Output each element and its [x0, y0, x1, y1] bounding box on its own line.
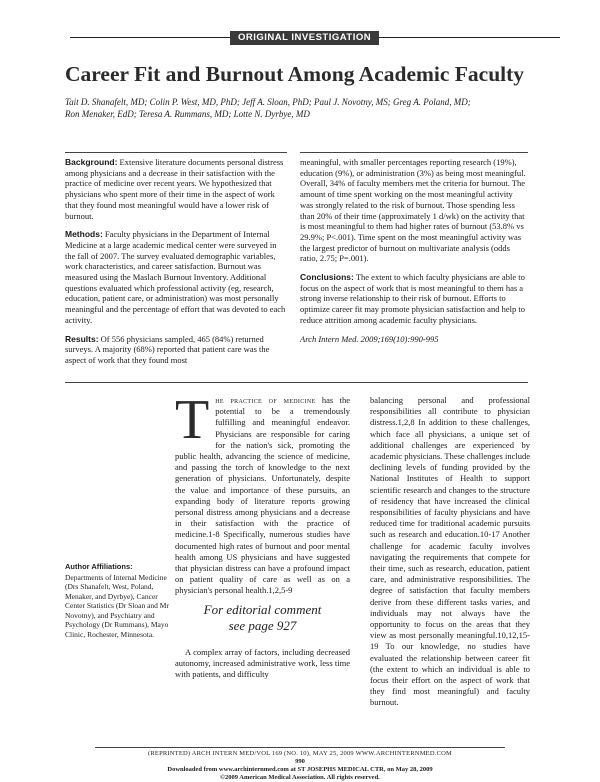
conclusions-heading: Conclusions: [300, 272, 354, 283]
second-paragraph-start: A complex array of factors, including decreased autonomy, increased administrative work, less time with patients, and difficulty [175, 647, 350, 680]
authors-line-1: Tait D. Shanafelt, MD; Colin P. West, MD, PhD; Jeff A. Sloan, PhD; Paul J. Novotny, MS; Greg A. Poland, MD; [65, 97, 471, 107]
journal-citation: Arch Intern Med. 2009;169(10):990-995 [300, 333, 439, 344]
section-label: ORIGINAL INVESTIGATION [230, 31, 379, 45]
methods-heading: Methods: [65, 229, 103, 240]
intro-paragraph [175, 389, 351, 597]
abstract-background [65, 157, 287, 221]
body-column-1-continued [175, 647, 350, 681]
results-text-continued: meaningful, with smaller percentages reporting research (19%), education (9%), or administration (3%) as being most meaningful. Overall, 34% of faculty members met the criteria for burnout. The amount of time spent working on the most meaningful activity was strongly related to the risk of burnout. Those spending less than 20% of their time (approximately 1 d/wk) on the activity that is most meaningful to them had higher rates of burnout (53.8% vs 29.9%; P<.001). Time spent on the most meaningful activity was the largest predictor of burnout on multivariate analysis (odds ratio, 2.75; P=.001). [300, 157, 526, 264]
affiliations-heading: Author Affiliations: [65, 562, 133, 571]
background-heading: Background: [65, 157, 118, 167]
methods-text: Faculty physicians in the Department of Internal Medicine at a large academic medical center were surveyed in the fall of 2007. The survey evaluated demographic variables, work characteristics, and career satisfaction. Burnout was measured using the Maslach Burnout Inventory. Additional questions evaluated which professional activity (eg, research, education, patient care, or administration) was most personally meaningful and the percentage of effort that was devoted to each activity. [65, 229, 286, 325]
conclusions-text: The extent to which faculty physicians are able to focus on the aspect of work that is most meaningful to them has a strong inverse relationship to their risk of burnout. Efforts to optimize career fit may promote physician satisfaction and help to reduce attrition among academic faculty physicians. [300, 272, 525, 325]
abstract-results-continued [300, 157, 528, 264]
copyright-notice: ©2009 American Medical Association. All rights reserved. [220, 774, 380, 781]
abstract-bottom-rule [65, 382, 528, 383]
editorial-comment-callout [175, 602, 350, 634]
abstract-left-column [65, 157, 287, 374]
abstract-top-rule-right [300, 152, 528, 153]
abstract-results [65, 334, 287, 366]
body-column-1 [175, 389, 351, 597]
results-heading: Results: [65, 333, 99, 344]
background-text: Extensive literature documents personal distress among physicians and a decrease in their satisfaction with the practice of medicine over recent years. We hypothesized that physicians who spent more of their time in the aspect of work that they found most meaningful would have a lower risk of burnout. [65, 157, 284, 221]
page-footer [0, 750, 600, 782]
abstract-methods [65, 229, 287, 325]
results-text-start: Of 556 physicians sampled, 465 (84%) returned surveys. A majority (68%) reported that patient care was the aspect of work that they found most [65, 333, 270, 365]
authors-line-2: Ron Menaker, EdD; Teresa A. Rummans, MD; Lotte N. Dyrbye, MD [65, 109, 310, 119]
drop-cap: T [175, 389, 210, 451]
intro-text: has the potential to be a tremendously fulfilling and meaningful endeavor. Physicians are responsible for caring for the nation's sick, promoting the public health, advancing the science of medicine, and passing the torch of knowledge to the next generation of physicians. Unfortunately, despite the value and importance of these pursuits, an expanding body of literature reports growing personal distress among physicians and a decrease in their satisfaction with the practice of medicine.1-8 Specifically, numerous studies have documented high rates of burnout and poor mental health among US physicians and have suggested that physician distress can have a profound impact on patient quality of care as well as on a physician's personal health.1,2,5-9 [175, 395, 351, 596]
author-affiliations [65, 562, 170, 639]
page-number: 990 [295, 758, 305, 765]
footer-journal-line: (REPRINTED) ARCH INTERN MED/VOL 169 (NO. 10), MAY 25, 2009 WWW.ARCHINTERNMED.COM [148, 750, 452, 757]
author-list [65, 96, 545, 120]
lead-in-caps: he practice of medicine [215, 395, 316, 405]
footer-rule [95, 747, 505, 748]
abstract-top-rule-left [65, 152, 287, 153]
body-column-2 [370, 395, 530, 709]
affiliations-text: Departments of Internal Medicine (Drs Shanafelt, West, Poland, Menaker, and Dyrbye), Cancer Center Statistics (Dr Sloan and Mr Novotny), and Psychiatry and Psychology (Dr Rummans), Mayo Clinic, Rochester, Minnesota. [65, 572, 169, 639]
download-notice: Downloaded from www.archinternmed.com at ST JOSEPHS MEDICAL CTR, on May 28, 2009 [167, 766, 433, 773]
abstract-right-column [300, 157, 528, 352]
editorial-line-1: For editorial comment [203, 602, 322, 617]
editorial-line-2: see page 927 [228, 618, 297, 633]
column-2-text: balancing personal and professional responsibilities all contribute to physician distress.1,2,8 In addition to these challenges, which face all physicians, a unique set of additional challenges are experienced by academic physicians. These challenges include declining levels of funding provided by the National Institutes of Health to support scientific research and changes to the structure of residency that have increased the clinical responsibilities of faculty physicians and have reduced time for traditional academic pursuits such as research and education.10-17 Another challenge for academic faculty involves navigating the requirements that compete for their time, such as research, education, patient care, and administrative responsibilities. The degree of satisfaction that faculty members derive from these different tasks varies, and individuals may not always have the opportunity to focus on the areas that they view as most personally meaningful.10,12,15-19 To our knowledge, no studies have evaluated the relationship between career fit (the extent to which an individual is able to focus their effort on the aspect of work that they find most meaningful) and faculty burnout. [370, 395, 530, 708]
article-title: Career Fit and Burnout Among Academic Faculty [65, 62, 525, 86]
abstract-conclusions [300, 272, 528, 326]
